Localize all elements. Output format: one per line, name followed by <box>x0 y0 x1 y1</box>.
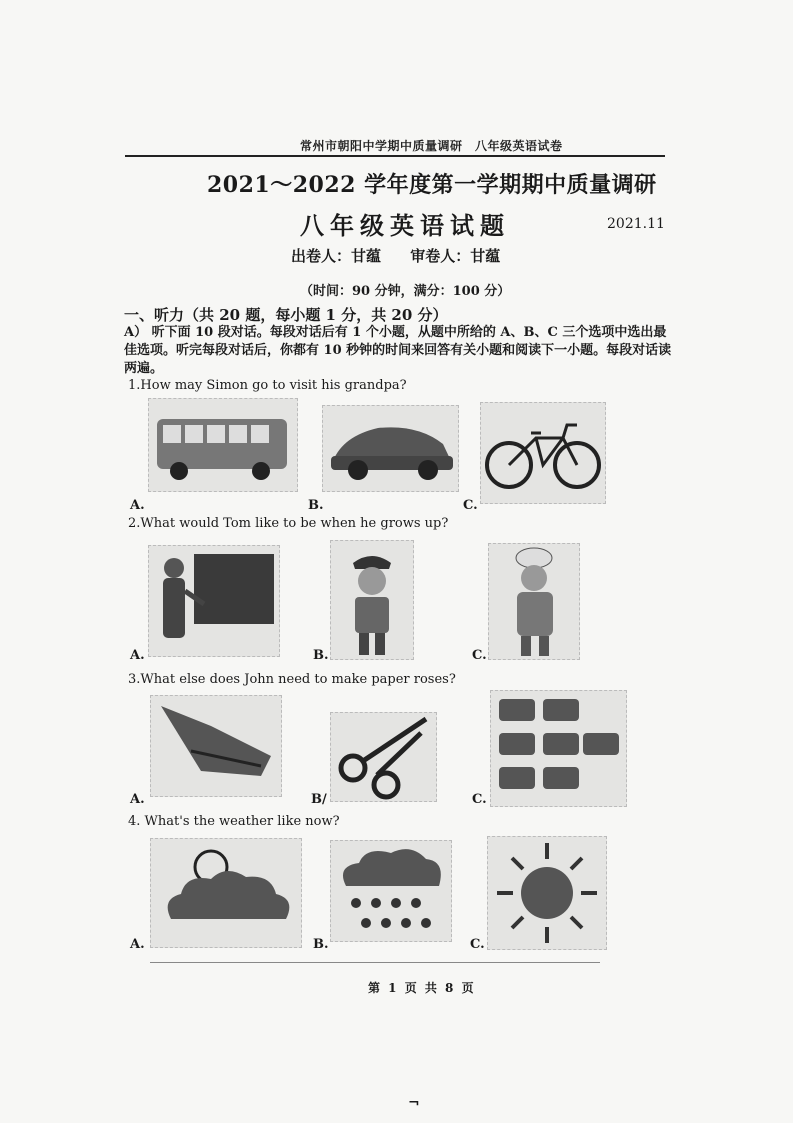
paper-picture <box>150 695 282 797</box>
sunny-picture <box>487 836 607 950</box>
car-picture <box>322 405 459 492</box>
question-2: 2.What would Tom like to be when he grows up? <box>128 516 449 531</box>
policeman-picture <box>330 540 414 660</box>
authors <box>291 245 524 266</box>
page-footer: 第 1 页 共 8 页 <box>368 981 476 995</box>
teacher-picture <box>148 545 280 657</box>
bus-picture <box>148 398 298 492</box>
section-heading: 一、听力（共 20 题，每小题 1 分，共 20 分） <box>124 306 448 324</box>
section-instructions: A） 听下面 10 段对话。每段对话后有 1 个小题，从题中所给的 A、B、C 三个选项中选出最佳选项。听完每段对话后，你都有 10 秒钟的时间来回答有关小题和阅读下一小题。每段对话读两遍。 <box>124 325 672 376</box>
main-title: 2021～2022 学年度第一学期期中质量调研 <box>207 172 657 198</box>
reviewer-label: 审卷人：甘蕴 <box>410 247 501 265</box>
option-b: B. <box>313 937 329 952</box>
bicycle-picture <box>480 402 606 504</box>
sub-title: 八年级英语试题 <box>300 211 510 240</box>
option-a: A. <box>130 648 145 663</box>
option-b: B. <box>308 498 324 513</box>
option-b: B/ <box>311 792 327 807</box>
cloudy-picture <box>150 838 302 948</box>
question-3: 3.What else does John need to make paper roses? <box>128 672 456 687</box>
tape-picture <box>490 690 627 807</box>
question-4: 4. What's the weather like now? <box>128 814 340 829</box>
exam-date: 2021.11 <box>607 216 665 232</box>
header-rule <box>125 155 665 157</box>
running-header: 常州市朝阳中学期中质量调研 八年级英语试卷 <box>300 139 563 153</box>
option-c: C. <box>472 648 487 663</box>
author-label: 出卷人：甘蕴 <box>291 247 382 265</box>
option-b: B. <box>313 648 329 663</box>
question-1: 1.How may Simon go to visit his grandpa? <box>128 378 407 393</box>
footer-rule <box>150 962 600 963</box>
option-c: C. <box>463 498 478 513</box>
option-a: A. <box>130 792 145 807</box>
time-info: （时间：90 分钟，满分：100 分） <box>300 284 511 299</box>
option-c: C. <box>472 792 487 807</box>
rainy-picture <box>330 840 452 942</box>
option-c: C. <box>470 937 485 952</box>
option-a: A. <box>130 498 145 513</box>
bottom-mark: ¬ <box>408 1095 420 1111</box>
option-a: A. <box>130 937 145 952</box>
scissors-picture <box>330 712 437 802</box>
cook-picture <box>488 543 580 660</box>
